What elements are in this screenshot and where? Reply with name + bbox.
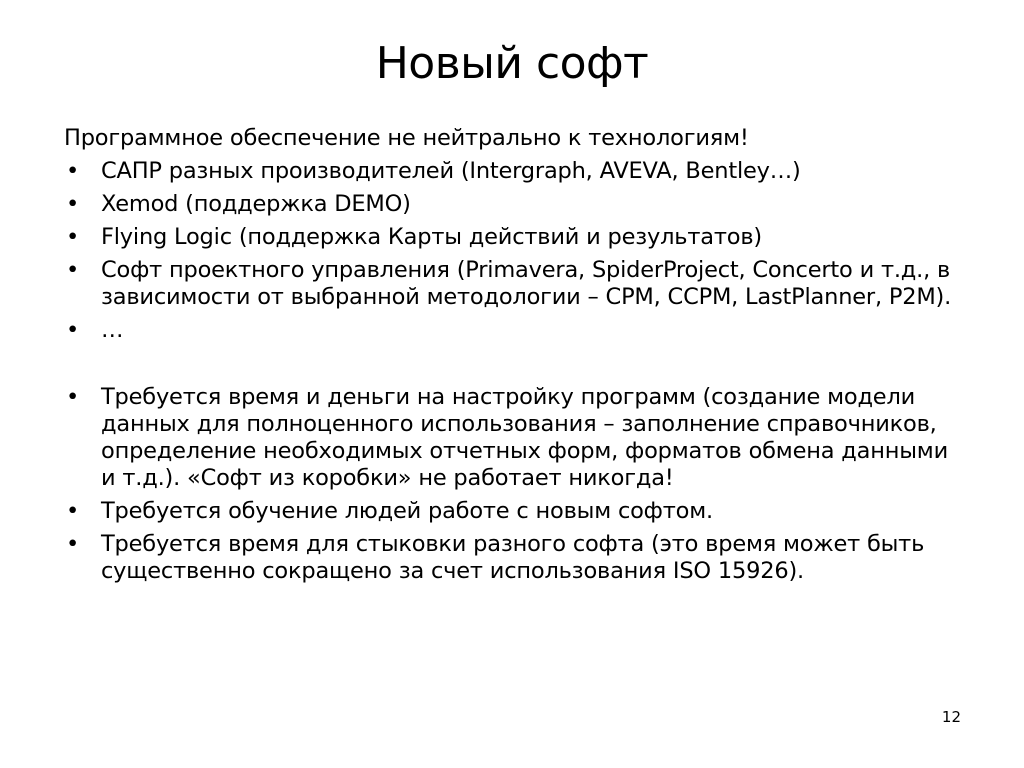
intro-text: Программное обеспечение не нейтрально к технологиям! [64,125,749,151]
slide-title: Новый софт [375,38,649,89]
bullet-list [64,158,964,585]
bullet-item-setup-cost: • Требуется время и деньги на настройку программ (создание модели данных для полноценного использования – заполнение справочников, определение необходимых отчетных форм, форматов обмена данными и т.д.). «Софт из коробки» не работает никогда! [64,384,964,492]
slide-body [64,125,964,591]
bullet-item-cad: • САПР разных производителей (Intergraph, AVEVA, Bentley…) [64,158,964,185]
bullet-item-xemod: • Xemod (поддержка DEMO) [64,191,964,218]
bullet-item-integration: • Требуется время для стыковки разного софта (это время может быть существенно сокращено за счет использования ISO 15926). [64,531,964,585]
bullet-item-flying-logic: • Flying Logic (поддержка Карты действий и результатов) [64,224,964,251]
bullet-item-training: • Требуется обучение людей работе с новым софтом. [64,498,964,525]
bullet-item-ellipsis: • … [64,317,964,344]
bullet-item-project-software: • Софт проектного управления (Primavera, SpiderProject, Concerto и т.д., в зависимости от выбранной методологии – CPM, CCPM, LastPlanner, P2M). [64,257,964,311]
page-number: 12 [941,708,961,726]
